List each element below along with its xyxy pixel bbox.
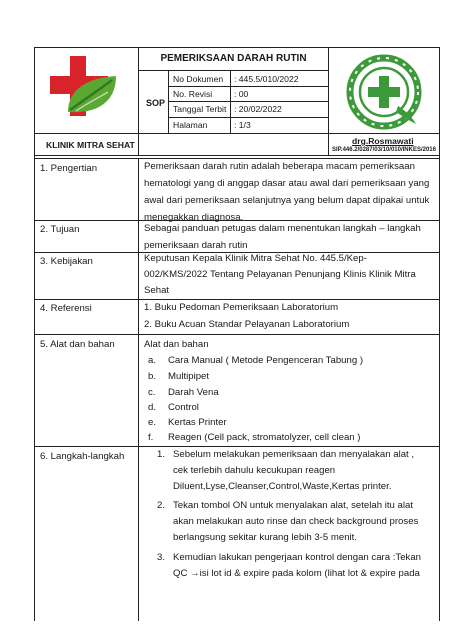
text-line: Pemeriksaan darah rutin adalah beberapa macam pemeriksaan xyxy=(144,161,415,172)
list-marker: f. xyxy=(148,432,154,443)
meta-value-no-dokumen: : 445.5/010/2022 xyxy=(234,74,299,84)
meta-value-halaman: : 1/3 xyxy=(234,120,251,130)
clinic-name: KLINIK MITRA SEHAT xyxy=(46,140,135,150)
meta-label-halaman: Halaman xyxy=(173,120,208,130)
section-label-pengertian: 1. Pengertian xyxy=(40,163,98,174)
list-item: 2. Buku Acuan Standar Pelayanan Laboratorium xyxy=(144,319,350,330)
rule xyxy=(230,70,231,134)
text-line: menegakkan diagnosa. xyxy=(144,212,244,223)
rule xyxy=(34,155,440,156)
text-line: Sehat xyxy=(144,285,170,296)
rule xyxy=(168,117,329,118)
list-text: Kertas Printer xyxy=(168,417,227,428)
text-line: 002/KMS/2022 Tentang Pelayanan Penunjang Klinis Klinik Mitra xyxy=(144,269,416,280)
list-text: Reagen (Cell pack, stromatolyzer, cell clean ) xyxy=(168,432,361,443)
section-text-referensi xyxy=(144,299,436,333)
signer-name: drg.Rosmawati xyxy=(352,136,414,146)
list-item xyxy=(148,417,227,429)
text-line: awal dari pemeriksaan selanjutnya yang belum dapat dipakai untuk xyxy=(144,195,430,206)
health-seal-logo xyxy=(346,54,422,130)
document-title: PEMERIKSAAN DARAH RUTIN xyxy=(160,53,307,64)
seal-cross-shape xyxy=(368,76,400,108)
rule xyxy=(168,70,169,134)
signer-sip: SIP.446.2/0287/03/10/010/INKES/2016 xyxy=(332,147,436,153)
rule xyxy=(138,70,329,71)
text-line: Keputusan Kepala Klinik Mitra Sehat No. 445.5/Kep- xyxy=(144,253,367,264)
list-item xyxy=(148,355,363,367)
meta-value-tanggal-terbit: : 20/02/2022 xyxy=(234,104,282,114)
section-label-langkah: 6. Langkah-langkah xyxy=(40,451,125,462)
section-label-alat: 5. Alat dan bahan xyxy=(40,339,115,350)
text-line: akan melakukan auto rinse dan check background proses xyxy=(173,516,419,527)
clinic-logo xyxy=(46,54,124,124)
list-item: 1. Buku Pedoman Pemeriksaan Laboratorium xyxy=(144,302,339,313)
list-text: Cara Manual ( Metode Pengenceran Tabung ) xyxy=(168,355,364,366)
list-marker: e. xyxy=(148,417,157,428)
text-line: QC →isi lot id & expire pada kolom (lihat lot & expire pada xyxy=(173,568,420,579)
section-label-referensi: 4. Referensi xyxy=(40,303,92,314)
step-number: 1. xyxy=(157,449,166,460)
meta-value-no-revisi: : 00 xyxy=(234,89,249,99)
text-line: Kemudian lakukan pengerjaan kontrol dengan cara :Tekan xyxy=(173,552,422,563)
section-label-tujuan: 2. Tujuan xyxy=(40,224,80,235)
list-item xyxy=(148,387,219,399)
list-item xyxy=(148,371,209,383)
list-marker: b. xyxy=(148,371,157,382)
step-number: 2. xyxy=(157,500,166,511)
sop-label: SOP xyxy=(146,98,166,108)
rule xyxy=(168,86,329,87)
rule xyxy=(138,158,139,621)
meta-label-no-revisi: No. Revisi xyxy=(173,89,213,99)
section-label-kebijakan: 3. Kebijakan xyxy=(40,256,93,267)
text-line: Sebelum melakukan pemeriksaan dan menyalakan alat , xyxy=(173,449,415,460)
list-text: Multipipet xyxy=(168,371,210,382)
text-line: Tekan tombol ON untuk menyalakan alat, setelah itu alat xyxy=(173,500,413,511)
rule xyxy=(34,47,440,48)
step-number: 3. xyxy=(157,552,166,563)
text-line: pemeriksaan darah rutin xyxy=(144,240,248,251)
list-item xyxy=(148,432,361,444)
text-line: cek terlebih dahulu kecukupan reagen xyxy=(173,465,336,476)
text-line: Sebagai panduan petugas dalam menentukan langkah – langkah xyxy=(144,223,421,234)
text-line: hematologi yang di anggap dasar atau awal dari pemeriksaan yang xyxy=(144,178,430,189)
list-marker: a. xyxy=(148,355,157,366)
rule xyxy=(168,101,329,102)
list-item xyxy=(148,402,199,414)
list-marker: c. xyxy=(148,387,156,398)
alat-intro: Alat dan bahan xyxy=(144,339,209,350)
meta-label-tanggal-terbit: Tanggal Terbit xyxy=(173,104,227,114)
list-text: Darah Vena xyxy=(168,387,219,398)
text-line: Diluent,Lyse,Cleanser,Control,Waste,Kertas printer. xyxy=(173,481,392,492)
list-text: Control xyxy=(168,402,199,413)
rule xyxy=(34,133,440,134)
section-text-tujuan xyxy=(144,220,436,254)
meta-label-no-dokumen: No Dokumen xyxy=(173,74,224,84)
section-text-kebijakan xyxy=(144,251,436,299)
list-marker: d. xyxy=(148,402,157,413)
section-text-pengertian xyxy=(144,158,436,226)
rule xyxy=(34,334,440,335)
text-line: berlangsung sekitar kurang lebih 3-5 menit. xyxy=(173,532,357,543)
